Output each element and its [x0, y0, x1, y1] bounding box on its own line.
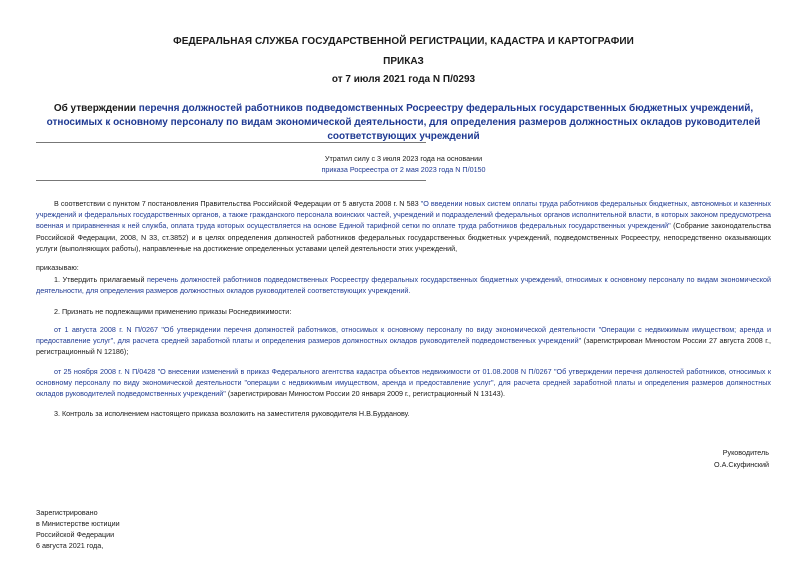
document-title	[32, 102, 775, 144]
title-link[interactable]: перечня должностей работников подведомственных Росреестру федеральных государственных бюджетных учреждений, относимых к основному персоналу по видам экономической деятельности, для определения размеров должностных окладов руководителей соответствующих учреждений	[46, 103, 761, 142]
signer-position: Руководитель	[722, 448, 769, 457]
preamble-link[interactable]: "О введении новых систем оплаты труда работников федеральных бюджетных, автономных и казенных учреждений и федеральных государственных органов, а также гражданского персонала воинских частей, учреждений и подразделений федеральных органов исполнительной власти, в которых законом предусмотрена военная и приравненная к ней служба, оплата труда которых осуществляется на основе Единой тарифной сетки по оплате труда работников федеральных государственных учреждений"	[36, 199, 772, 231]
title-prefix: Об утверждении	[53, 103, 137, 114]
item-1-link[interactable]: перечень должностей работников подведомственных Росреестру федеральных государственных бюджетных учреждений, относимых к основному персоналу по видам экономической деятельности, для определения размеров должностных окладов руководителей соответствующих учреждений.	[36, 275, 771, 296]
repealed-order-1: от 1 августа 2008 г. N П/0267 "Об утверждении перечня должностей работников, относимых к основному персоналу по виду экономической деятельности "Операции с недвижимым имуществом; аренда и предоставление услуг", для расчета средней заработной платы и определения размеров должностных окладов руководителей подведомственных учреждений" (зарегистрирован Минюстом России 27 августа 2008 г., регистрационный N 12186);	[36, 325, 771, 357]
repealed-2-link[interactable]: от 25 ноября 2008 г. N П/0428 "О внесении изменений в приказ Федерального агентства кадастра объектов недвижимости от 01.08.2008 N П/0267 "Об утверждении перечня должностей работников, относимых к основному персоналу по виду экономической деятельности "операции с недвижимым имуществом, аренда и предоставление услуг", для расчета средней заработной платы и определения размеров должностных окладов руководителей подведомственных учреждений"	[36, 367, 771, 399]
repealed-1-link[interactable]: от 1 августа 2008 г. N П/0267 "Об утверждении перечня должностей работников, относимых к основному персоналу по виду экономической деятельности "Операции с недвижимым имуществом; аренда и предоставление услуг", для расчета средней заработной платы и определения размеров должностных окладов руководителей подведомственных учреждений"	[36, 325, 771, 346]
status-link[interactable]: приказа Росреестра от 2 мая 2023 года N П/0150	[321, 165, 486, 174]
divider-bottom	[36, 180, 426, 181]
item-1: 1. Утвердить прилагаемый перечень должностей работников подведомственных Росреестру федеральных государственных бюджетных учреждений, относимых к основному персоналу по видам экономической деятельности, для определения размеров должностных окладов руководителей соответствующих учреждений.	[36, 275, 771, 296]
preamble-paragraph: В соответствии с пунктом 7 постановления Правительства Российской Федерации от 5 августа 2008 г. N 583 "О введении новых систем оплаты труда работников федеральных бюджетных, автономных и казенных учреждений и федеральных государственных органов, а также гражданского персонала воинских частей, учреждений и подразделений федеральных органов исполнительной власти, в которых законом предусмотрена военная и приравненная к ней служба, оплата труда которых осуществляется на основе Единой тарифной сетки по оплате труда работников федеральных государственных учреждений" (Собрание законодательства Российской Федерации, 2008, N 33, ст.3852) и в целях определения должностей работников федеральных государственных бюджетных учреждений, подведомственных Росреестру, непосредственно оказывающих услуги (выполняющих работы), направленные на достижение определенных уставами целей деятельности этих учреждений,	[36, 199, 772, 253]
document-type: ПРИКАЗ	[383, 56, 424, 67]
signer-name: О.А.Скуфинский	[714, 460, 769, 469]
status-line: Утратил силу с 3 июля 2023 года на основании	[324, 154, 483, 163]
repealed-order-2: от 25 ноября 2008 г. N П/0428 "О внесении изменений в приказ Федерального агентства кадастра объектов недвижимости от 01.08.2008 N П/0267 "Об утверждении перечня должностей работников, относимых к основному персоналу по виду экономической деятельности "операции с недвижимым имуществом, аренда и предоставление услуг", для расчета средней заработной платы и определения размеров должностных окладов руководителей подведомственных учреждений" (зарегистрирован Минюстом России 20 января 2009 г., регистрационный N 13143).	[36, 367, 771, 399]
item-3: 3. Контроль за исполнением настоящего приказа возложить на заместителя руководителя Н.В.Бурданову.	[54, 409, 410, 418]
order-word: приказываю:	[36, 263, 79, 272]
document-date-number: от 7 июля 2021 года N П/0293	[331, 74, 476, 85]
item-2: 2. Признать не подлежащими применению приказы Роснедвижимости:	[54, 307, 292, 316]
divider-top	[36, 142, 426, 143]
registration-block: Зарегистрировано в Министерстве юстиции Российской Федерации 6 августа 2021 года,	[36, 508, 120, 550]
issuing-agency: ФЕДЕРАЛЬНАЯ СЛУЖБА ГОСУДАРСТВЕННОЙ РЕГИСТРАЦИИ, КАДАСТРА И КАРТОГРАФИИ	[173, 36, 634, 47]
status-note	[0, 153, 807, 175]
signature-block	[714, 447, 769, 471]
